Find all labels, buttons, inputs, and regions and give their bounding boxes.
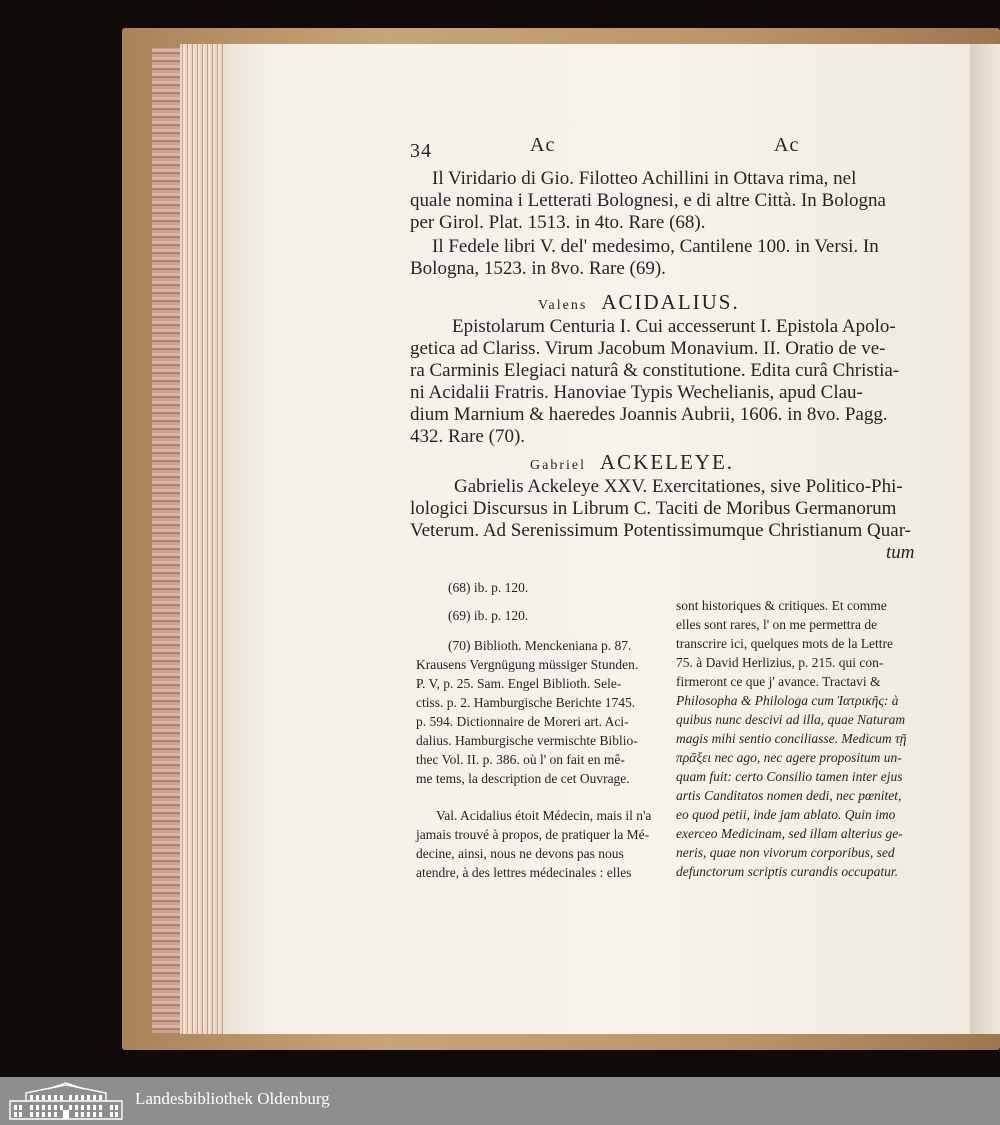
right-note-line-2: elles sont rares, l' on me permettra de	[676, 617, 878, 632]
footnote-70-line-3: P. V, p. 25. Sam. Engel Biblioth. Sele-	[416, 676, 622, 691]
footnote-69: (69) ib. p. 120.	[448, 608, 529, 623]
acidalius-line-2: getica ad Clariss. Virum Jacobum Monavium. II. Oratio de ve-	[410, 338, 886, 359]
acidalius-line-1: Epistolarum Centuria I. Cui accesserunt I. Epistola Apolo-	[452, 316, 896, 337]
entry-68-line-3: per Girol. Plat. 1513. in 4to. Rare (68).	[410, 212, 706, 233]
footnote-70-line-6: dalius. Hamburgische vermischte Biblio-	[416, 733, 638, 748]
book-page	[226, 44, 970, 1034]
note-val-line-3: decine, ainsi, nous ne devons pas nous	[416, 846, 624, 861]
footnote-70-line-5: p. 594. Dictionnaire de Moreri art. Aci-	[416, 714, 629, 729]
right-note-line-10: quam fuit: certo Consilio tamen inter ejus	[676, 769, 903, 784]
entry-68-line-1: Il Viridario di Gio. Filotteo Achillini in Ottava rima, nel	[432, 168, 857, 189]
acidalius-line-6: 432. Rare (70).	[410, 426, 526, 447]
next-page-edge	[970, 44, 1000, 1034]
library-building-logo	[8, 1081, 124, 1121]
marbled-page-edge	[152, 48, 182, 1033]
footnote-70-line-4: ctiss. p. 2. Hamburgische Berichte 1745.	[416, 695, 636, 710]
footnote-68: (68) ib. p. 120.	[448, 580, 529, 595]
footnote-70-line-1: (70) Biblioth. Menckeniana p. 87.	[448, 638, 632, 653]
right-note-line-15: defunctorum scriptis curandis occupatur.	[676, 864, 898, 879]
footnote-70-line-2: Krausens Vergnügung müssiger Stunden.	[416, 657, 639, 672]
right-note-line-5: firmeront ce que j' avance. Tractavi &	[676, 674, 881, 689]
catchword: tum	[886, 542, 915, 563]
section-heading-acidalius	[538, 290, 740, 315]
heading-surname: ACKELEYE.	[599, 450, 735, 474]
heading-first-name: Gabriel	[530, 458, 586, 473]
right-note-line-6: Philosopha & Philologa cum Ἰατρικῆς: à	[676, 693, 899, 708]
library-name: Landesbibliothek Oldenburg	[135, 1089, 330, 1108]
right-note-line-14: neris, quae non vivorum corporibus, sed	[676, 845, 895, 860]
note-val-line-1: Val. Acidalius étoit Médecin, mais il n'a	[436, 808, 652, 823]
right-note-line-12: eo quod petii, inde jam ablato. Quin imo	[676, 807, 896, 822]
ackeleye-line-3: Veterum. Ad Serenissimum Potentissimumque Christianum Quar-	[410, 520, 911, 541]
heading-surname: ACIDALIUS.	[601, 290, 740, 314]
right-note-line-13: exerceo Medicinam, sed illam alterius ge-	[676, 826, 903, 841]
entry-68-line-2: quale nomina i Letterati Bolognesi, e di altre Città. In Bologna	[410, 190, 886, 211]
note-val-line-4: atendre, à des lettres médecinales : elles	[416, 865, 632, 880]
page-number: 34	[410, 140, 432, 162]
ackeleye-line-2: lologici Discursus in Librum C. Taciti de Moribus Germanorum	[410, 498, 897, 519]
right-note-line-4: 75. à David Herlizius, p. 215. qui con-	[676, 655, 884, 670]
heading-first-name: Valens	[538, 298, 588, 313]
page-stack-edge	[180, 44, 228, 1034]
footnote-70-line-8: me tems, la description de cet Ouvrage.	[416, 771, 630, 786]
acidalius-line-5: dium Marnium & haeredes Joannis Aubrii, 1606. in 8vo. Pagg.	[410, 404, 888, 425]
acidalius-line-4: ni Acidalii Fratris. Hanoviae Typis Wechelianis, apud Clau-	[410, 382, 863, 403]
note-val-line-2: jamais trouvé à propos, de pratiquer la Mé-	[416, 827, 650, 842]
footnote-70-line-7: thec Vol. II. p. 386. où l' on fait en mê-	[416, 752, 625, 767]
library-footer-bar	[0, 1077, 1000, 1125]
acidalius-line-3: ra Carminis Elegiaci naturâ & constitutione. Edita curâ Christia-	[410, 360, 900, 381]
running-head-right: Ac	[774, 134, 800, 156]
ackeleye-line-1: Gabrielis Ackeleye XXV. Exercitationes, sive Politico-Phi-	[454, 476, 903, 497]
right-note-line-7: quibus nunc descivi ad illa, quae Naturam	[676, 712, 906, 727]
entry-69-line-1: Il Fedele libri V. del' medesimo, Cantilene 100. in Versi. In	[432, 236, 879, 257]
entry-69-line-2: Bologna, 1523. in 8vo. Rare (69).	[410, 258, 666, 279]
right-note-line-3: transcrire ici, quelques mots de la Lettre	[676, 636, 894, 651]
right-note-line-1: sont historiques & critiques. Et comme	[676, 598, 887, 613]
running-head-left: Ac	[530, 134, 556, 156]
right-note-line-8: magis mihi sentio conciliasse. Medicum τῇ	[676, 731, 907, 746]
section-heading-ackeleye	[530, 450, 734, 475]
right-note-line-11: artis Canditatos nomen dedi, nec pœnitet,	[676, 788, 902, 803]
right-note-line-9: πρᾶξει nec ago, nec agere propositum un-	[676, 750, 902, 765]
